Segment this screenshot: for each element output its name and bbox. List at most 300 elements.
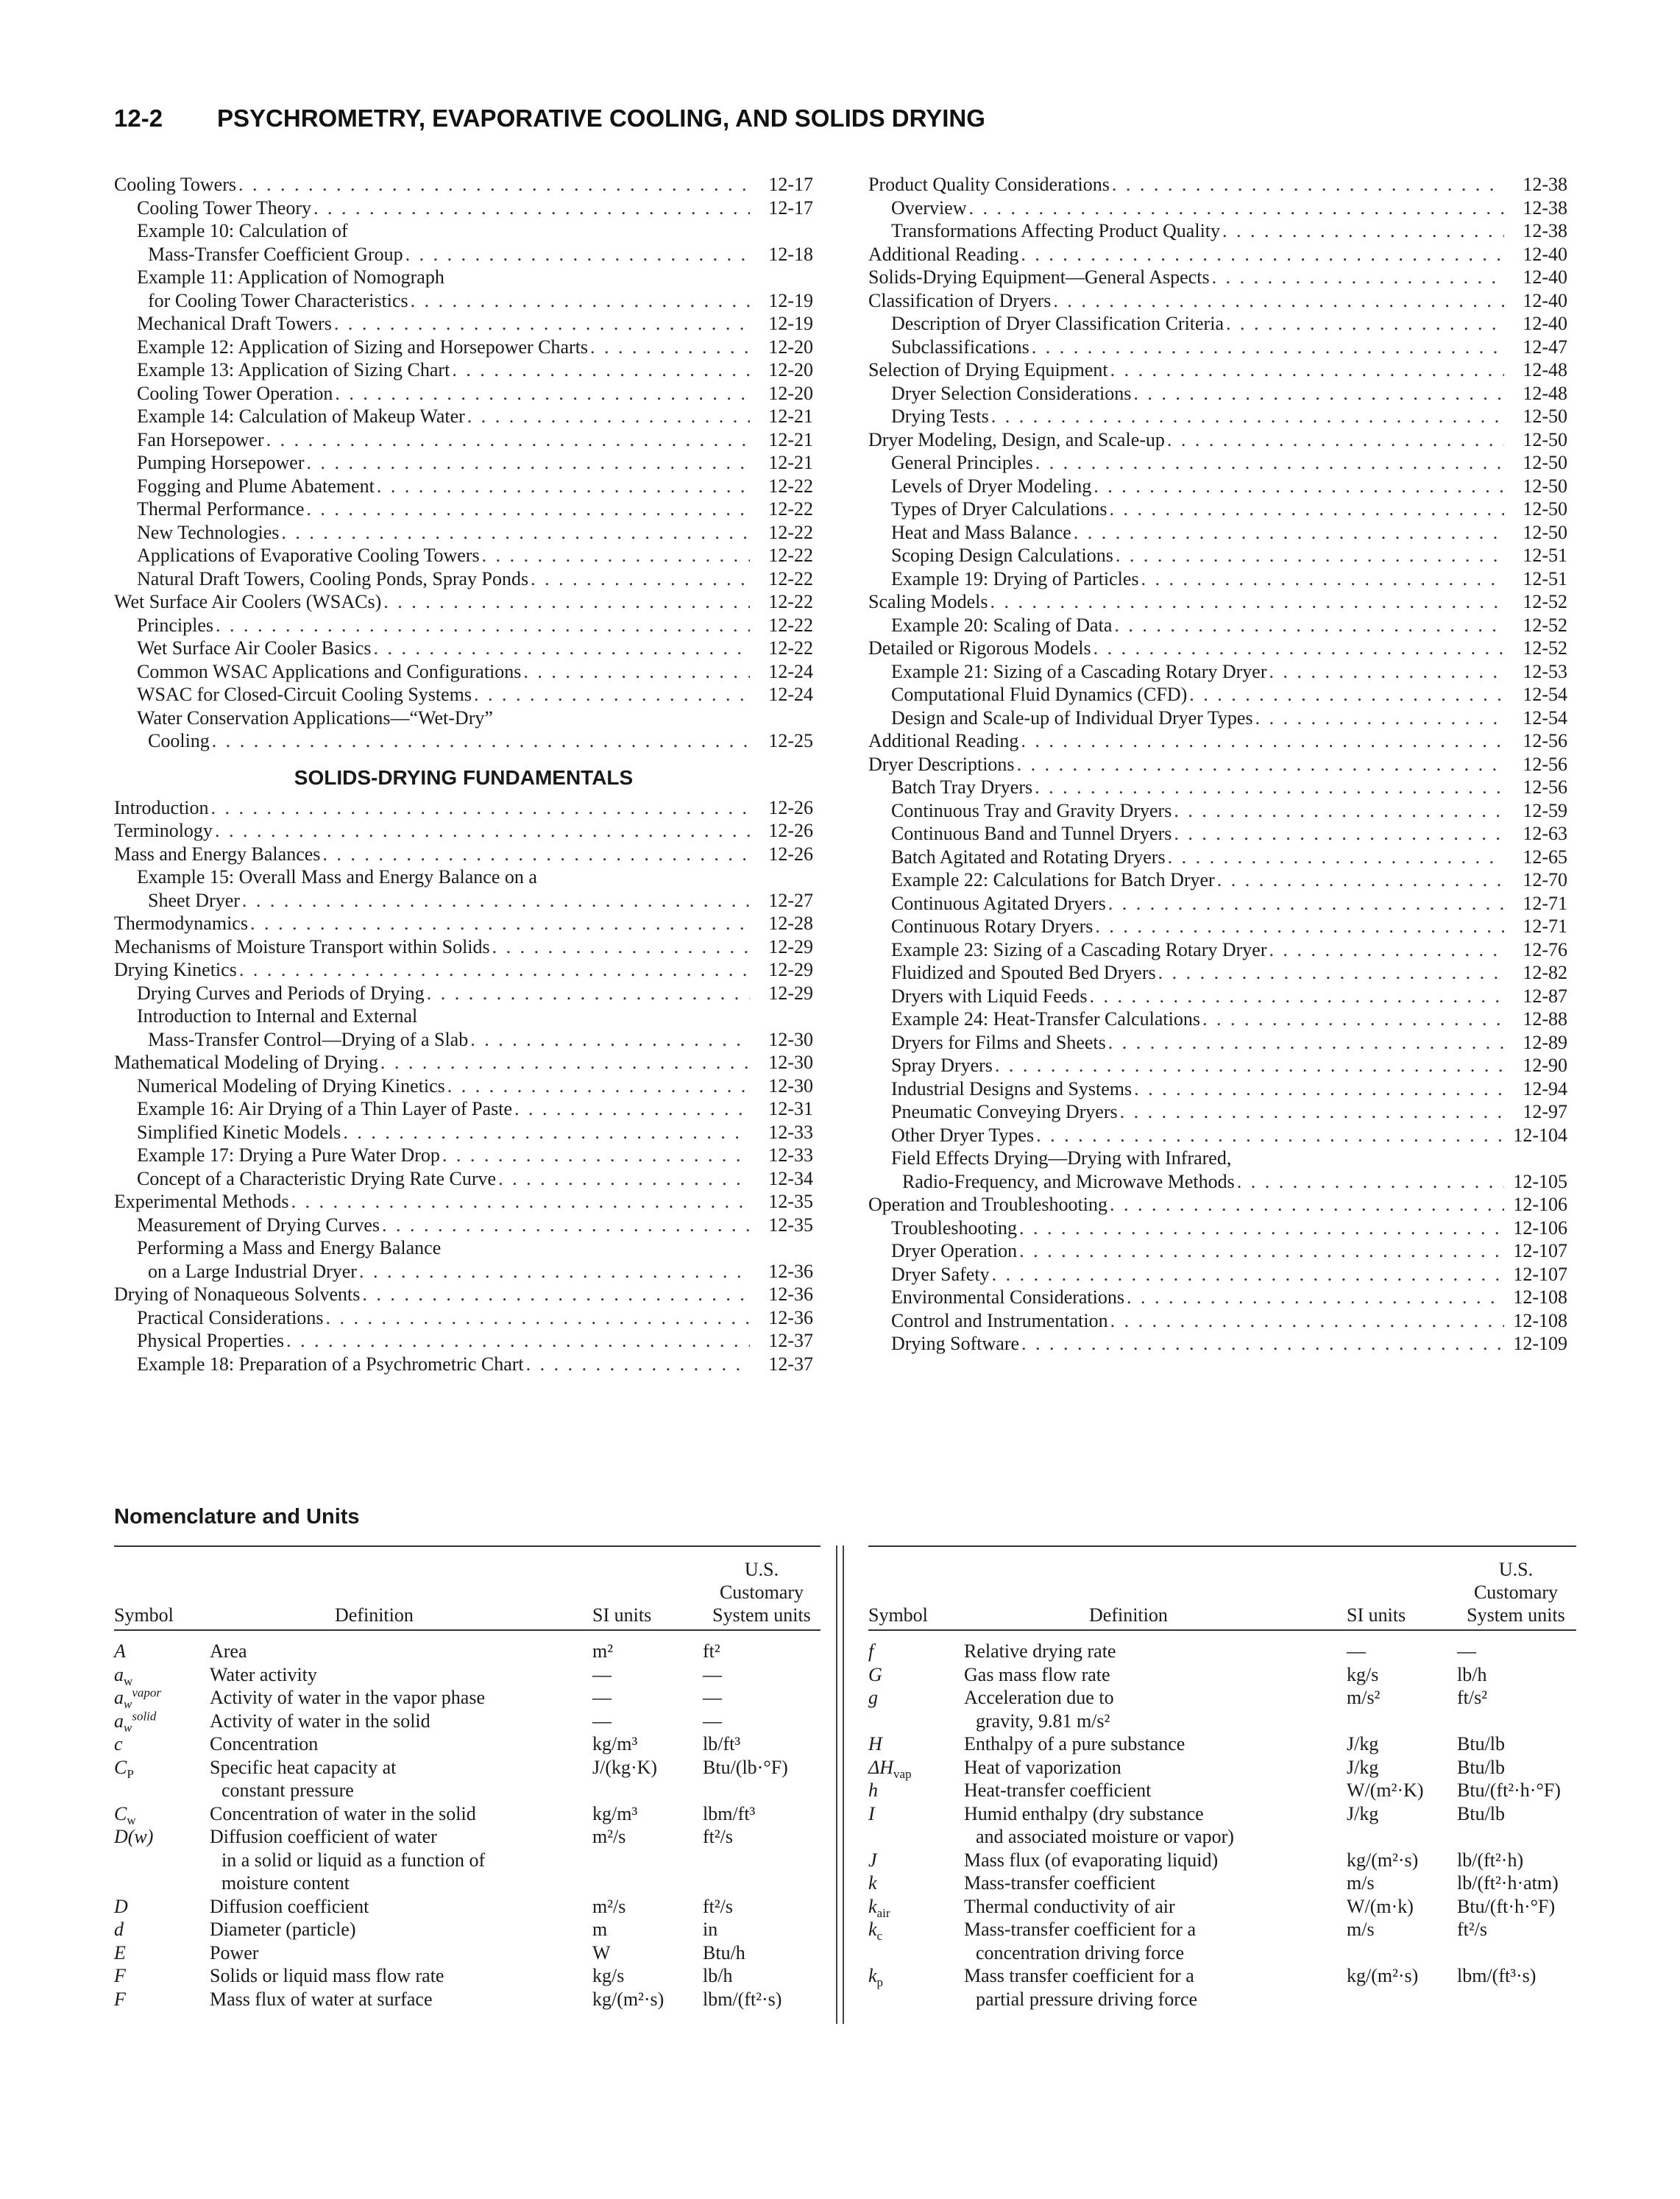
toc-entry-page: 12-21 [768,428,813,450]
si-units-cell: J/(kg·K) [592,1756,658,1778]
toc-entry-page: 12-52 [1523,614,1567,636]
toc-entry-title: Example 18: Preparation of a Psychrometric Chart [114,1353,526,1376]
symbol-cell: c [114,1733,123,1754]
toc-entry-page: 12-21 [768,406,813,427]
toc-entry-title: Types of Dryer Calculations [868,497,1110,521]
toc-entry [114,1283,813,1306]
toc-entry [868,451,1567,475]
toc-entry-title: Dryers with Liquid Feeds [868,985,1089,1008]
toc-entry-title: Example 15: Overall Mass and Energy Balance on a [114,865,539,889]
toc-dot-leader [1237,1170,1504,1194]
toc-entry-title: Physical Properties [114,1329,286,1353]
toc-dot-leader [1110,1193,1504,1217]
toc-entry-title: Continuous Rotary Dryers [868,915,1095,938]
toc-entry [868,985,1567,1008]
toc-entry-title: Fluidized and Spouted Bed Dryers [868,961,1158,985]
toc-entry-page: 12-20 [768,382,813,404]
toc-dot-leader [335,382,750,406]
si-units-cell: J/kg [1347,1802,1379,1824]
toc-dot-leader [1120,1100,1504,1124]
definition-text: Enthalpy of a pure substance [964,1733,1185,1754]
si-units-cell: J/kg [1347,1733,1379,1754]
toc-entry-page: 12-40 [1523,266,1567,288]
toc-dot-leader [1019,1239,1504,1263]
toc-entry-title: Dryer Safety [868,1263,992,1286]
symbol-cell: $\Delta H_{vap}$ [868,1756,912,1781]
si-units-cell: m²/s [592,1895,626,1917]
toc-entry-page: 12-36 [768,1306,813,1328]
toc-dot-leader [991,405,1504,428]
toc-dot-leader [969,196,1504,220]
toc-entry [868,382,1567,406]
toc-dot-leader [281,521,750,545]
symbol-cell: $a_w^{solid}$ [114,1708,157,1735]
toc-entry-page: 12-50 [1523,521,1567,543]
si-units-cell: J/kg [1347,1756,1379,1778]
toc-entry-page: 12-22 [768,591,813,612]
toc-entry [868,753,1567,776]
toc-entry-title: Other Dryer Types [868,1124,1036,1147]
page-number: 12-2 [114,105,163,132]
toc-entry [868,1239,1567,1263]
nomenclature-row [114,1732,820,1756]
toc-entry-title: Drying of Nonaqueous Solvents [114,1283,362,1306]
toc-dot-leader [1189,683,1504,707]
toc-entry-title: Detailed or Rigorous Models [868,637,1094,660]
toc-entry [868,822,1567,846]
toc-entry [868,521,1567,545]
toc-entry [868,312,1567,336]
toc-entry [868,405,1567,428]
toc-right-column [868,173,1567,1356]
toc-entry-title: Scaling Models [868,590,990,614]
toc-entry-title: Example 20: Scaling of Data [868,614,1114,637]
toc-right-list [868,173,1567,1356]
toc-entry [868,799,1567,823]
toc-entry-title: Example 24: Heat-Transfer Calculations [868,1008,1202,1031]
toc-entry-page: 12-22 [768,637,813,659]
toc-entry [114,1005,813,1028]
si-units-cell: W/(m²·K) [1347,1780,1424,1801]
toc-entry-title: Pneumatic Conveying Dryers [868,1100,1120,1124]
toc-entry-title: Sheet Dryer [114,889,242,913]
toc-dot-leader [470,1028,750,1052]
col-us [703,1558,820,1626]
si-units-cell: kg/(m²·s) [1347,1965,1419,1986]
us-units-cell: Btu/lb [1457,1756,1506,1778]
toc-dot-leader [1108,892,1504,916]
us-units-cell: — [703,1710,722,1732]
toc-entry [114,312,813,336]
toc-entry [114,173,813,196]
toc-entry-title: Measurement of Drying Curves [114,1214,382,1237]
nomenclature-row [114,1756,820,1802]
toc-entry [114,889,813,913]
toc-entry [114,982,813,1005]
us-units-cell: — [1457,1640,1476,1662]
toc-entry-title: Principles [114,614,216,637]
definition-text: Water activity [210,1663,317,1685]
symbol-cell: I [868,1802,875,1824]
definition-continuation: constant pressure [221,1780,354,1801]
definition-continuation: moisture content [221,1872,350,1894]
definition-text: Specific heat capacity at [210,1756,397,1778]
toc-dot-leader [1127,1286,1504,1309]
definition-cell [964,1849,1347,1872]
si-units-cell: m/s [1347,1872,1375,1894]
toc-entry-page: 12-52 [1523,591,1567,612]
symbol-cell: $C_w$ [114,1802,136,1827]
toc-entry-page: 12-54 [1523,707,1567,729]
toc-entry-page: 12-25 [768,730,813,751]
toc-entry-page: 12-22 [768,521,813,543]
definition-text: Diffusion coefficient of water [210,1826,437,1847]
toc-entry-page: 12-36 [768,1283,813,1305]
toc-entry-page: 12-87 [1523,985,1567,1007]
toc-dot-leader [242,889,750,913]
toc-entry [868,428,1567,452]
chapter-title: PSYCHROMETRY, EVAPORATIVE COOLING, AND SOLIDS DRYING [217,105,985,132]
symbol-cell: $k_c$ [868,1919,883,1944]
si-units-cell: W/(m·k) [1347,1895,1414,1917]
toc-entry-page: 12-22 [768,498,813,520]
symbol-cell: $C_P$ [114,1756,134,1781]
toc-dot-leader [474,683,750,707]
toc-dot-leader [1095,915,1504,938]
col-us [1457,1558,1575,1626]
toc-dot-leader [1168,846,1504,869]
col-symbol: Symbol [114,1604,174,1626]
toc-entry-title: Thermal Performance [114,497,306,521]
toc-dot-leader [447,1074,750,1098]
toc-entry-page: 12-89 [1523,1031,1567,1053]
toc-entry-title: Industrial Designs and Systems [868,1077,1134,1101]
si-units-cell: kg/m³ [592,1733,638,1754]
toc-dot-leader [306,497,750,521]
definition-text: Diameter (particle) [210,1919,356,1940]
si-units-cell: — [592,1663,612,1685]
toc-entry [114,266,813,289]
toc-entry-title: Example 11: Application of Nomograph [114,266,447,289]
toc-entry-title: Continuous Band and Tunnel Dryers [868,822,1174,846]
nomenclature-row [114,1686,820,1710]
toc-entry [868,1217,1567,1240]
us-units-cell: Btu/(ft·h·°F) [1457,1895,1556,1917]
nomenclature-row [114,1895,820,1919]
toc-entry-title: Example 12: Application of Sizing and Horsepower Charts [114,336,590,359]
nomenclature-row [114,1640,820,1663]
toc-dot-leader [405,243,750,266]
si-units-cell: — [592,1710,612,1732]
toc-entry-title: Dryer Descriptions [868,753,1017,776]
col-us-line2: Customary [719,1582,804,1603]
toc-dot-leader [590,336,750,359]
toc-entry [868,567,1567,591]
toc-dot-leader [322,843,750,866]
si-units-cell: kg/(m²·s) [592,1988,664,2010]
definition-cell [964,1732,1347,1756]
toc-entry-page: 12-76 [1523,938,1567,960]
toc-entry [868,336,1567,359]
toc-entry-page: 12-59 [1523,799,1567,821]
toc-dot-leader [1202,1008,1504,1031]
col-us-line1: U.S. [1498,1559,1534,1580]
definition-text: Mass flux (of evaporating liquid) [964,1849,1219,1871]
toc-entry-page: 12-30 [768,1028,813,1050]
toc-entry-page: 12-51 [1523,567,1567,589]
toc-dot-leader [1222,219,1504,243]
toc-dot-leader [238,173,750,196]
toc-entry-title: Introduction [114,796,211,820]
si-units-cell: kg/s [592,1965,625,1986]
toc-dot-leader [291,1190,750,1214]
definition-text: Concentration of water in the solid [210,1802,476,1824]
nomenclature-row [114,1802,820,1826]
toc-dot-leader [1167,428,1504,452]
toc-entry-page: 12-38 [1523,220,1567,241]
toc-entry [868,1124,1567,1147]
si-units-cell: kg/m³ [592,1802,638,1824]
toc-entry-title: Drying Curves and Periods of Drying [114,982,427,1005]
toc-entry [114,196,813,220]
toc-entry-page: 12-71 [1523,892,1567,914]
symbol-cell: A [114,1640,126,1662]
toc-entry-page: 12-38 [1523,174,1567,195]
toc-dot-leader [286,1329,750,1353]
nomenclature-heading: Nomenclature and Units [114,1505,360,1529]
nomenclature-table-left [114,1545,820,2011]
toc-entry-title: Water Conservation Applications—“Wet-Dry” [114,707,495,730]
toc-entry [868,729,1567,753]
toc-entry-title: Spray Dryers [868,1054,995,1077]
nomenclature-row [868,1686,1576,1732]
toc-entry-page: 12-40 [1523,243,1567,265]
us-units-cell: lb/h [703,1965,733,1986]
nomenclature-row [868,1663,1576,1687]
definition-cell [964,1802,1347,1849]
toc-entry-title: Concept of a Characteristic Drying Rate Curve [114,1167,498,1191]
toc-entry-title: Introduction to Internal and External [114,1005,419,1028]
toc-entry [114,1214,813,1237]
us-units-cell: ft²/s [1457,1919,1488,1940]
toc-dot-leader [1110,497,1505,521]
toc-dot-leader [492,935,750,959]
definition-text: Gas mass flow rate [964,1663,1110,1685]
toc-entry-title: Design and Scale-up of Individual Dryer Types [868,707,1255,730]
toc-entry [114,843,813,866]
symbol-cell: g [868,1687,878,1708]
toc-dot-leader [266,428,750,452]
nomenclature-row [114,1964,820,1988]
si-units-cell: m/s [1347,1919,1375,1940]
toc-entry-page: 12-107 [1513,1240,1567,1261]
toc-entry-title: Wet Surface Air Coolers (WSACs) [114,590,383,614]
toc-entry-title: on a Large Industrial Dryer [114,1260,359,1283]
toc-entry-title: Solids-Drying Equipment—General Aspects [868,266,1212,289]
nomenclature-row [114,1988,820,2011]
symbol-cell: f [868,1640,874,1662]
toc-entry-title: Mechanisms of Moisture Transport within Solids [114,935,492,959]
toc-entry [114,1144,813,1167]
toc-entry [868,1077,1567,1101]
toc-entry-title: Fogging and Plume Abatement [114,475,377,498]
toc-dot-leader [1174,822,1504,846]
definition-cell [210,1663,592,1687]
toc-dot-leader [467,405,750,428]
toc-entry-title: Example 16: Air Drying of a Thin Layer of Paste [114,1097,514,1121]
col-us-line2: Customary [1473,1582,1559,1603]
toc-dot-leader [211,796,750,820]
toc-entry [114,865,813,889]
toc-entry-title: Example 22: Calculations for Batch Dryer [868,868,1217,892]
col-definition: Definition [1089,1604,1168,1626]
us-units-cell: lbm/(ft²·s) [703,1988,782,2010]
definition-text: Mass transfer coefficient for a [964,1965,1194,1986]
toc-entry-title: for Cooling Tower Characteristics [114,289,411,313]
toc-entry [114,912,813,935]
us-units-cell: Btu/(ft²·h·°F) [1457,1780,1561,1801]
toc-entry-page: 12-30 [768,1074,813,1097]
us-units-cell: — [703,1663,722,1685]
toc-dot-leader [1035,776,1504,799]
toc-entry-title: Drying Tests [868,405,991,428]
toc-dot-leader [523,660,750,684]
nomenclature-row [868,1872,1576,1895]
toc-dot-leader [1110,1309,1504,1333]
toc-entry [114,958,813,982]
toc-entry [868,358,1567,382]
toc-entry [868,637,1567,660]
toc-entry [868,846,1567,869]
toc-dot-leader [334,312,750,336]
toc-dot-leader [1089,985,1504,1008]
toc-entry-page: 12-29 [768,935,813,957]
toc-entry [114,707,813,730]
toc-entry [868,266,1567,289]
toc-dot-leader [343,1121,750,1144]
toc-dot-leader [380,1051,750,1074]
toc-dot-leader [1032,336,1504,359]
toc-entry [114,1236,813,1260]
nomenclature-row [114,1663,820,1687]
toc-entry [868,707,1567,730]
si-units-cell: kg/(m²·s) [1347,1849,1419,1871]
symbol-cell: $a_w$ [114,1663,133,1688]
toc-entry-title: Example 19: Drying of Particles [868,567,1141,591]
toc-dot-leader [531,567,750,591]
toc-entry-page: 12-37 [768,1330,813,1351]
toc-entry-title: WSAC for Closed-Circuit Cooling Systems [114,683,474,707]
toc-entry [868,1309,1567,1333]
definition-cell [964,1640,1347,1663]
toc-dot-leader [1141,567,1504,591]
definition-continuation: gravity, 9.81 m/s² [976,1710,1110,1732]
toc-entry-page: 12-22 [768,567,813,589]
definition-cell [964,1663,1347,1687]
si-units-cell: m/s² [1347,1687,1380,1708]
toc-dot-leader [1021,243,1504,266]
us-units-cell: Btu/lb [1457,1802,1506,1824]
symbol-cell: $k_{air}$ [868,1895,890,1920]
toc-entry-title: Scoping Design Calculations [868,544,1116,567]
symbol-cell: G [868,1663,882,1685]
toc-entry-title: Applications of Evaporative Cooling Towers [114,544,482,567]
symbol-cell: J [868,1849,877,1871]
nomenclature-row [868,1895,1576,1919]
nomenclature-rows-right [868,1640,1576,2011]
definition-text: Power [210,1941,259,1963]
toc-entry [868,1031,1567,1055]
toc-entry [114,475,813,498]
toc-entry-page: 12-48 [1523,382,1567,404]
toc-dot-leader [1212,266,1504,289]
toc-entry-page: 12-24 [768,660,813,682]
column-divider [836,1545,844,2024]
toc-entry [868,1054,1567,1077]
toc-entry-page: 12-29 [768,959,813,980]
si-units-cell: kg/s [1347,1663,1379,1685]
toc-entry-title: Example 21: Sizing of a Cascading Rotary Dryer [868,660,1269,684]
toc-entry-page: 12-51 [1523,545,1567,566]
toc-dot-leader [1035,451,1504,475]
toc-entry-page: 12-50 [1523,452,1567,473]
toc-entry-title: Continuous Agitated Dryers [868,892,1108,916]
col-definition: Definition [335,1604,414,1626]
toc-entry-page: 12-63 [1523,823,1567,844]
us-units-cell: in [703,1919,718,1940]
symbol-cell: F [114,1988,126,2010]
definition-cell [210,1640,592,1663]
toc-entry-title: Example 13: Application of Sizing Chart [114,358,452,382]
toc-dot-leader [1255,707,1504,730]
col-us-line3: System units [1467,1604,1565,1626]
toc-entry [868,660,1567,684]
si-units-cell: m [592,1919,608,1940]
toc-entry-title: Wet Surface Air Cooler Basics [114,637,374,660]
toc-entry [868,1147,1567,1170]
toc-entry-title: Overview [868,196,969,220]
symbol-cell: d [114,1919,124,1940]
toc-dot-leader [1217,868,1504,892]
toc-entry-page: 12-30 [768,1052,813,1073]
toc-entry [114,219,813,243]
toc-entry-title: Radio-Frequency, and Microwave Methods [868,1170,1237,1194]
toc-dot-leader [359,1260,750,1283]
symbol-cell: $k_p$ [868,1965,884,1990]
toc-entry-page: 12-88 [1523,1008,1567,1030]
toc-entry-title: Batch Tray Dryers [868,776,1035,799]
definition-cell [210,1988,592,2011]
toc-entry-title: Computational Fluid Dynamics (CFD) [868,683,1189,707]
toc-entry-page: 12-35 [768,1214,813,1236]
toc-entry-page: 12-65 [1523,846,1567,868]
toc-entry-page: 12-37 [768,1353,813,1375]
toc-entry [868,776,1567,799]
toc-dot-leader [1269,660,1504,684]
toc-entry-page: 12-17 [768,196,813,219]
toc-entry-title: Environmental Considerations [868,1286,1127,1309]
toc-entry-page: 12-71 [1523,916,1567,937]
toc-entry [868,219,1567,243]
nomenclature-row [868,1779,1576,1802]
toc-entry-title: Dryer Selection Considerations [868,382,1133,406]
toc-entry [114,428,813,452]
toc-entry [114,1074,813,1098]
toc-entry [868,196,1567,220]
toc-left-top-list [114,173,813,753]
toc-dot-leader [377,475,750,498]
toc-dot-leader [514,1097,750,1121]
